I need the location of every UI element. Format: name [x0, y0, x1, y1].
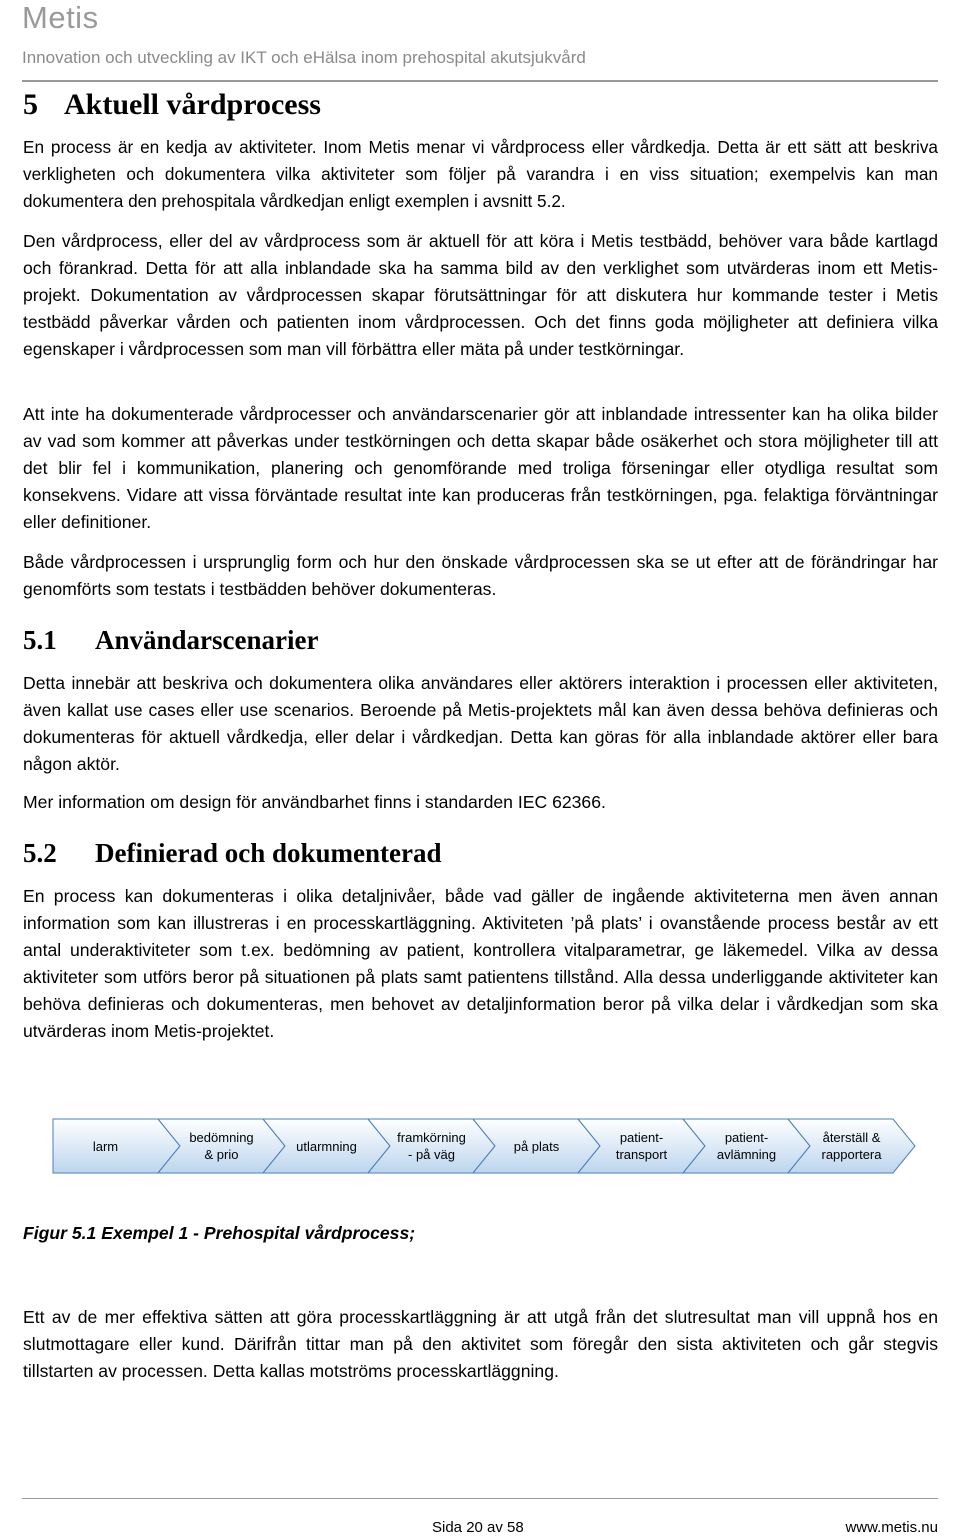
- paragraph: Mer information om design för användbarhet finns i standarden IEC 62366.: [23, 792, 606, 812]
- section-heading: [23, 88, 321, 122]
- process-step-label: patient-avlämning: [716, 1130, 777, 1162]
- subsection-heading: [23, 838, 442, 869]
- process-step-label: utlarmning: [296, 1139, 357, 1154]
- paragraph: Detta innebär att beskriva och dokumentera olika användares eller aktörers interaktion i processen eller aktiviteten, även kallat use cases eller use scenarios. Beroende på Metis-projektets mål kan även dessa behöva definieras och dokumenteras för aktuell vårdkedja, eller delar i vårdkedjan. Detta kan göras för alla inblandade aktörer eller bara någon aktör.: [23, 673, 938, 774]
- process-step-label: på plats: [513, 1139, 560, 1154]
- paragraph: Den vårdprocess, eller del av vårdprocess som är aktuell för att köra i Metis testbädd, behöver vara både kartlagd och förankrad. Detta för att alla inblandade ska ha samma bild av den verklighet som utvärderas inom ett Metis-projekt. Dokumentation av vårdprocessen skapar förutsättningar för att diskutera hur kommande tester i Metis testbädd påverkar vården och patienten inom vårdprocessen. Och det finns goda möjligheter att definiera vilka egenskaper i vårdprocessen som man vill förbättra eller mäta på under testkörningar.: [23, 231, 938, 359]
- paragraph: En process kan dokumenteras i olika detaljnivåer, både vad gäller de ingående aktiviteterna men även annan information som kan illustreras i en processkartläggning. Aktiviteten ’på plats’ i ovanstående process består av ett antal underaktiviteter som t.ex. bedömning av patient, kontrollera vitalparametrar, ge läkemedel. Vilka av dessa aktiviteter som utförs beror på situationen på plats samt patientens tillstånd. Alla dessa underliggande aktiviteter kan behöva definieras och dokumenteras, men behovet av detaljinformation beror på vilka delar i vårdkedjan som ska utvärderas inom Metis-projektet.: [23, 886, 938, 1041]
- subsection-title: Användarscenarier: [95, 625, 319, 655]
- section-number: 5: [23, 88, 38, 121]
- subsection-heading: [23, 625, 318, 656]
- process-step-label: bedömning & prio: [189, 1130, 254, 1162]
- process-step-label: framkörning - på väg: [397, 1130, 466, 1162]
- paragraph: Att inte ha dokumenterade vårdprocesser och användarscenarier gör att inblandade intressenter kan ha olika bilder av vad som kommer att påverkas under testkörningen och detta skapar både osäkerhet och stora möjligheter till att det blir fel i kommunikation, planering och genomförande med troliga förseningar eller otydliga resultat som konsekvens. Vidare att vissa förväntade resultat inte kan produceras från testkörningen, pga. felaktiga förväntningar eller definitioner.: [23, 404, 938, 532]
- process-step-label: återställ & rapportera: [821, 1130, 882, 1162]
- subsection-title: Definierad och dokumenterad: [95, 838, 442, 868]
- paragraph: Ett av de mer effektiva sätten att göra processkartläggning är att utgå från det slutresultat man vill uppnå hos en slutmottagare eller kund. Därifrån tittar man på den aktivitet som föregår den sista aktiviteten och går stegvis tillstarten av processen. Detta kallas motströms processkartläggning.: [23, 1307, 938, 1381]
- paragraph: Både vårdprocessen i ursprunglig form och hur den önskade vårdprocessen ska se ut efter att de förändringar har genomförts som testats i testbädden behöver dokumenteras.: [23, 552, 938, 599]
- footer-divider: [22, 1498, 938, 1499]
- document-subtitle: Innovation och utveckling av IKT och eHälsa inom prehospital akutsjukvård: [22, 48, 586, 67]
- footer-website-link[interactable]: www.metis.nu: [845, 1519, 938, 1536]
- process-step-label: larm: [92, 1139, 119, 1154]
- subsection-number: 5.2: [23, 838, 57, 868]
- figure-caption: Figur 5.1 Exempel 1 - Prehospital vårdprocess;: [23, 1223, 416, 1243]
- process-step-label: patient-transport: [615, 1130, 668, 1162]
- paragraph: En process är en kedja av aktiviteter. Inom Metis menar vi vårdprocess eller vårdkedja. Detta är ett sätt att beskriva verkligheten och dokumentera vilka aktiviteter som följer på varandra i en viss situation; exempelvis kan man dokumentera den prehospitala vårdkedjan enligt exemplen i avsnitt 5.2.: [23, 137, 938, 211]
- page-number: Sida 20 av 58: [432, 1519, 524, 1536]
- subsection-number: 5.1: [23, 625, 57, 655]
- header-divider: [22, 80, 938, 82]
- document-brand-title: Metis: [22, 0, 99, 35]
- section-title: Aktuell vårdprocess: [64, 88, 321, 121]
- process-chain-diagram: [52, 1118, 916, 1174]
